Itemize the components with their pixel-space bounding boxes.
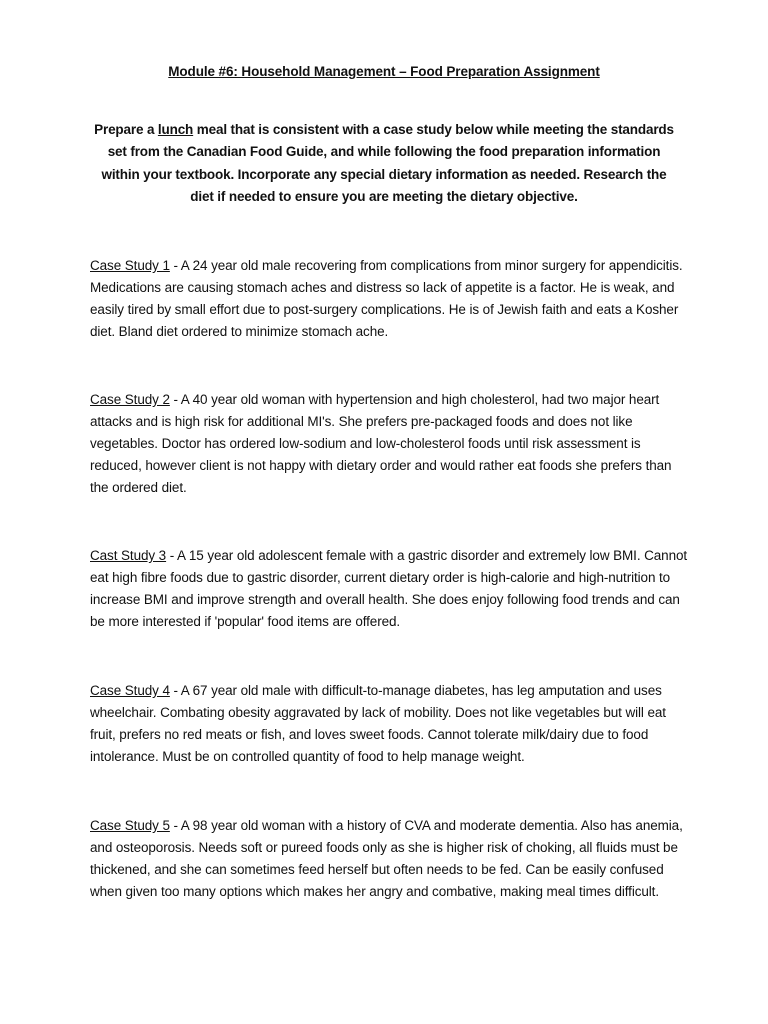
case-study-2-label: Case Study 2 xyxy=(90,392,170,407)
case-study-2 xyxy=(90,389,690,499)
case-study-3 xyxy=(90,545,690,633)
case-study-4-label: Case Study 4 xyxy=(90,683,170,698)
case-study-3-label: Cast Study 3 xyxy=(90,548,167,563)
case-study-1-label: Case Study 1 xyxy=(90,258,170,273)
case-study-4 xyxy=(90,680,690,768)
case-study-3-text: - A 15 year old adolescent female with a gastric disorder and extremely low BMI. Cannot eat high fibre foods due to gastric disorder, current dietary order is high-calorie and high-nutrition to increase BMI and improve strength and overall health. She does enjoy following food trends and can be more interested if 'popular' food items are offered. xyxy=(90,548,688,630)
case-study-5 xyxy=(90,815,690,903)
case-study-1-text: - A 24 year old male recovering from complications from minor surgery for appendicitis. Medications are causing stomach aches and distress so lack of appetite is a factor. He is weak, and easily tired by small effort due to post-surgery complications. He is of Jewish faith and eats a Kosher diet. Bland diet ordered to minimize stomach ache. xyxy=(90,258,683,340)
case-study-2-text: - A 40 year old woman with hypertension and high cholesterol, had two major heart attacks and is high risk for additional MI's. She prefers pre-packaged foods and does not like vegetables. Doctor has ordered low-sodium and low-cholesterol foods until risk assessment is reduced, however client is not happy with dietary order and would rather eat foods she prefers than the ordered diet. xyxy=(90,392,672,496)
case-study-4-text: - A 67 year old male with difficult-to-manage diabetes, has leg amputation and uses wheelchair. Combating obesity aggravated by lack of mobility. Does not like vegetables but will eat fruit, prefers no red meats or fish, and loves sweet foods. Cannot tolerate milk/dairy due to food intolerance. Must be on controlled quantity of food to help manage weight. xyxy=(90,683,666,765)
instructions-meal-type: lunch xyxy=(157,122,194,137)
instructions-text-rest: meal that is consistent with a case study below while meeting the standards set from the Canadian Food Guide, and while following the food preparation information within your textbook. Incorporate any special dietary information as needed. Research the diet if needed to ensure you are meeting the dietary objective. xyxy=(101,122,674,204)
case-study-5-label: Case Study 5 xyxy=(90,818,170,833)
assignment-instructions xyxy=(88,119,680,208)
case-study-1 xyxy=(90,255,690,343)
instructions-text-start: Prepare a xyxy=(94,122,158,137)
case-study-5-text: - A 98 year old woman with a history of CVA and moderate dementia. Also has anemia, and osteoporosis. Needs soft or pureed foods only as she is higher risk of choking, all fluids must be thickened, and she can sometimes feed herself but often needs to be fed. Can be easily confused when given too many options which makes her angry and combative, making meal times difficult. xyxy=(90,818,683,900)
document-title: Module #6: Household Management – Food Preparation Assignment xyxy=(168,64,600,79)
